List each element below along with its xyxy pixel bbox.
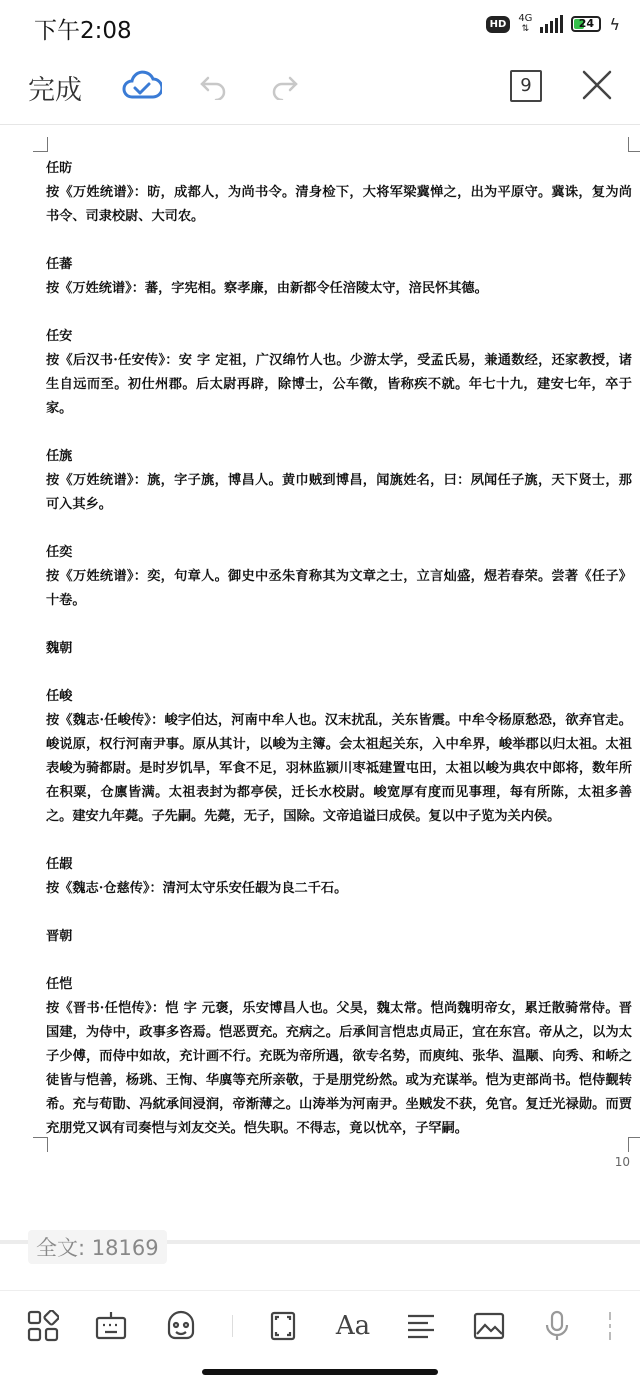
done-button[interactable]: 完成: [28, 75, 82, 106]
document-content[interactable]: [46, 157, 632, 1165]
keyboard-icon[interactable]: [94, 1309, 128, 1343]
section-body: 按《万姓统谱》：奕，句章人。御史中丞朱育称其为文章之士，立言灿盛，煜若春荣。尝著《任子》十卷。: [46, 569, 632, 608]
page-corner-mark: [628, 137, 640, 152]
section-body: 按《万姓统谱》：旐，字子旐，博昌人。黄巾贼到博昌，闻旐姓名，曰：夙闻任子旐，天下贤士，那可入其乡。: [46, 473, 632, 512]
document-section: [46, 445, 632, 517]
battery-level: 24: [578, 17, 595, 30]
section-body: 按《后汉书·任安传》：安 字 定祖，广汉绵竹人也。少游太学，受孟氏易，兼通数经，还家教授，诸生自远而至。初仕州郡。后太尉再辟，除博士，公车徵，皆称疾不就。年七十九，建安七年，卒于家。: [46, 353, 632, 416]
page-corner-mark: [33, 1137, 48, 1152]
status-bar: [0, 0, 640, 52]
document-page[interactable]: [0, 125, 640, 1240]
close-icon[interactable]: [580, 68, 614, 106]
section-body: 按《万姓统谱》：昉，成都人，为尚书令。清身检下，大将军梁冀惮之，出为平原守。冀诛，复为尚书令、司隶校尉、大司农。: [46, 185, 632, 224]
section-title: 任蕃: [46, 257, 73, 272]
document-section: [46, 253, 632, 301]
section-title: 任旐: [46, 449, 73, 464]
document-section: [46, 325, 632, 421]
battery-icon: [571, 16, 601, 32]
section-body: 按《晋书·任恺传》：恺 字 元褒，乐安博昌人也。父昊，魏太常。恺尚魏明帝女，累迁散骑常侍。晋国建，为侍中，政事多咨焉。恺恶贾充。充病之。后承间言恺忠贞局正，宜在东宫。帝从之，以为太子少傅，而侍中如故，充计画不行。充既为帝所遇，欲专名势，而庾纯、张华、温颙、向秀、和峤之徒皆与恺善，杨珧、王恂、华廙等充所亲敬，于是朋党纷然。或为充谋举。恺为吏部尚书。恺侍觐转希。充与荀勖、冯紞承间浸润，帝渐薄之。山涛举为河南尹。坐贼发不获，免官。复迁光禄勋。而贾充朋党又讽有司奏恺与刘友交关。恺失职。不得志，竟以忧卒，子罕嗣。: [46, 1001, 632, 1136]
network-type: 4G: [518, 13, 533, 24]
page-number: 10: [614, 1155, 630, 1169]
section-title: 晋朝: [46, 929, 73, 944]
section-title: 任嘏: [46, 857, 73, 872]
page-corner-mark: [628, 1137, 640, 1152]
document-section: [46, 973, 632, 1141]
section-title: 任恺: [46, 977, 73, 992]
word-count: 全文: 18169: [28, 1230, 167, 1264]
fullscreen-icon[interactable]: [266, 1309, 300, 1343]
editor-toolbar: [0, 52, 640, 125]
section-title: 任安: [46, 329, 73, 344]
network-indicator: 4G ⇅: [518, 13, 533, 34]
document-section: [46, 637, 632, 661]
charging-icon: ϟ: [609, 14, 620, 34]
document-section: [46, 541, 632, 613]
align-icon[interactable]: [404, 1309, 438, 1343]
microphone-icon[interactable]: [540, 1309, 574, 1343]
section-body: 按《魏志·仓慈传》：清河太守乐安任嘏为良二千石。: [46, 881, 348, 896]
status-time: 下午2:08: [34, 18, 132, 44]
page-corner-mark: [33, 137, 48, 152]
document-section: [46, 685, 632, 829]
status-icons: [486, 14, 620, 34]
font-style-icon[interactable]: Aa: [335, 1311, 371, 1341]
signal-icon: [540, 15, 563, 33]
section-title: 魏朝: [46, 641, 73, 656]
undo-icon[interactable]: [198, 72, 230, 104]
assistant-icon[interactable]: [164, 1309, 198, 1343]
page-count-button[interactable]: 9: [510, 70, 542, 102]
section-title: 任昉: [46, 161, 73, 176]
document-section: [46, 925, 632, 949]
document-section: [46, 157, 632, 229]
section-title: 任峻: [46, 689, 73, 704]
section-title: 任奕: [46, 545, 73, 560]
cloud-sync-icon[interactable]: [122, 70, 162, 104]
home-indicator[interactable]: [202, 1369, 438, 1375]
toolbar-separator: [232, 1315, 233, 1337]
section-body: 按《魏志·任峻传》：峻字伯达，河南中牟人也。汉末扰乱，关东皆震。中牟令杨原愁恐，欲弃官走。峻说原，权行河南尹事。原从其计，以峻为主簿。会太祖起关东，入中牟界，峻举郡以归太祖。太祖表峻为骑都尉。是时岁饥旱，军食不足，羽林监颍川枣祗建置屯田，太祖以峻为典农中郎将，数年所在积粟，仓廪皆满。太祖表封为都亭侯，迁长水校尉。峻宽厚有度而见事理，每有所陈，太祖多善之。建安九年薨。子先嗣。先薨，无子，国除。文帝追谥曰成侯。复以中子览为关内侯。: [46, 713, 632, 824]
redo-icon[interactable]: [268, 72, 300, 104]
section-body: 按《万姓统谱》：蕃，字宪相。察孝廉，由新都令任涪陵太守，涪民怀其德。: [46, 281, 488, 296]
more-icon[interactable]: [600, 1309, 620, 1343]
hd-icon: HD: [486, 16, 511, 33]
bottom-toolbar: [0, 1290, 640, 1361]
grid-icon[interactable]: [26, 1309, 60, 1343]
image-icon[interactable]: [472, 1309, 506, 1343]
document-section: [46, 853, 632, 901]
